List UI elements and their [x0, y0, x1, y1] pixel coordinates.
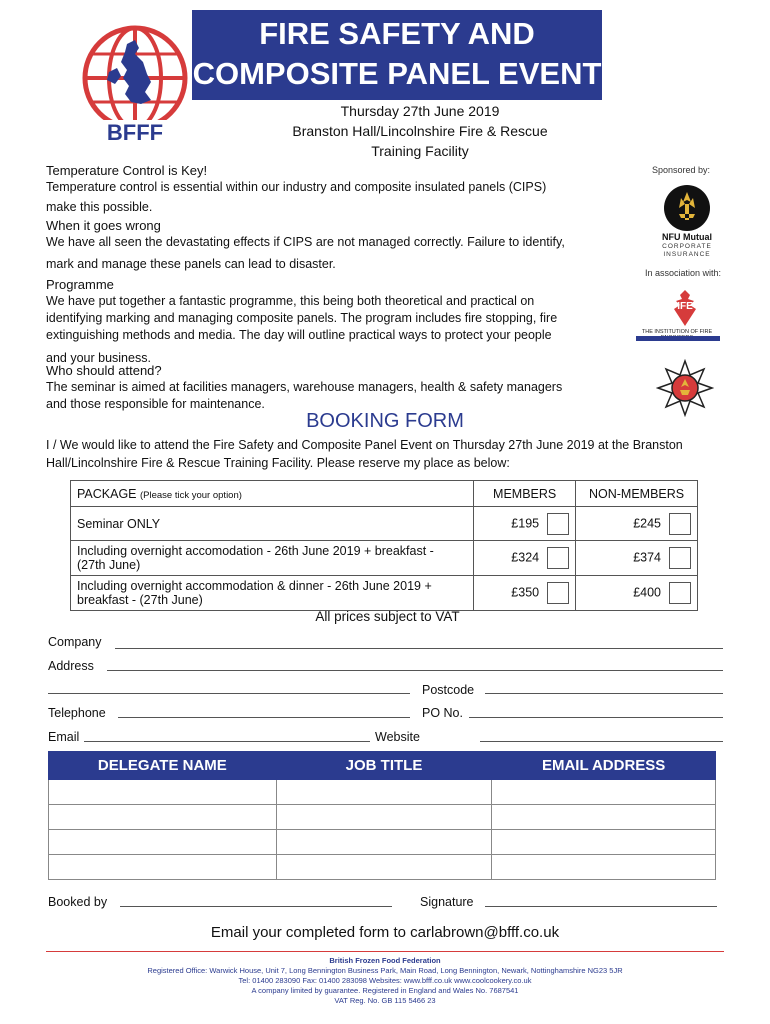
job-title-header: JOB TITLE	[276, 752, 492, 780]
section-text: The seminar is aimed at facilities managers, warehouse managers, health & safety managers	[46, 380, 563, 394]
ife-caption: THE INSTITUTION OF FIRE	[641, 329, 713, 335]
ife-logo	[668, 289, 702, 327]
nfu-mutual-logo	[663, 184, 711, 232]
email-address-cell[interactable]	[492, 830, 716, 855]
email-address-cell[interactable]	[492, 855, 716, 880]
footer-vat: VAT Reg. No. GB 115 5466 23	[334, 996, 436, 1005]
package-header-row	[71, 481, 698, 507]
footer-divider	[46, 951, 724, 952]
email-label: Email	[48, 730, 80, 744]
package-name	[71, 576, 474, 611]
job-title-cell[interactable]	[276, 830, 492, 855]
delegate-row	[49, 805, 716, 830]
nonmember-price-cell	[576, 541, 698, 576]
member-price-cell	[474, 507, 576, 541]
nonmember-price: £400	[633, 585, 661, 600]
booking-intro-line: Hall/Lincolnshire Fire & Rescue Training Facility. Please reserve my place as below:	[46, 456, 510, 470]
package-table	[70, 480, 698, 611]
member-price: £324	[511, 550, 540, 565]
title-line-1: FIRE SAFETY AND	[259, 16, 535, 51]
package-label: PACKAGE	[77, 486, 137, 501]
package-row	[71, 507, 698, 541]
job-title-cell[interactable]	[276, 805, 492, 830]
vat-note: All prices subject to VAT	[315, 609, 460, 624]
nonmember-price-cell	[576, 576, 698, 611]
delegate-header-row	[49, 752, 716, 780]
package-hint: (Please tick your option)	[140, 489, 242, 501]
delegate-row	[49, 830, 716, 855]
nonmember-tick-checkbox[interactable]	[669, 547, 691, 569]
footer-address: Registered Office: Warwick House, Unit 7, Long Bennington Business Park, Main Road, Long Bennington, Newark, Nottinghamshire NG23 5JR	[147, 966, 623, 975]
delegate-row	[49, 780, 716, 805]
member-tick-checkbox[interactable]	[547, 582, 569, 604]
delegate-name-header: DELEGATE NAME	[49, 752, 277, 780]
section-heading: Who should attend?	[46, 363, 162, 378]
package-name-line: Seminar ONLY	[77, 516, 161, 531]
event-venue-line1: Branston Hall/Lincolnshire Fire & Rescue	[292, 123, 548, 139]
nonmember-price-cell	[576, 507, 698, 541]
postcode-label: Postcode	[422, 683, 475, 697]
member-price: £195	[511, 515, 540, 530]
member-tick-checkbox[interactable]	[547, 513, 569, 535]
website-field[interactable]	[480, 741, 723, 742]
package-row	[71, 576, 698, 611]
association-label: In association with:	[645, 268, 722, 278]
section-text: extinguishing methods and media. The day will outline practical ways to protect your people	[46, 328, 552, 342]
title-line-2: COMPOSITE PANEL EVENT	[192, 56, 602, 91]
website-label: Website	[375, 730, 420, 744]
member-price-cell	[474, 576, 576, 611]
section-text: mark and manage these panels can lead to disaster.	[46, 257, 336, 271]
section-text: and your business.	[46, 351, 151, 365]
section-text: Temperature control is essential within our industry and composite insulated panels (CIPS)	[46, 180, 547, 194]
footer-contact: Tel: 01400 283090 Fax: 01400 283098 Websites: www.bfff.co.uk www.coolcookery.co.uk	[238, 976, 532, 985]
package-name	[71, 507, 474, 541]
ife-mark: IFE	[677, 301, 693, 312]
wheatsheaf-icon	[663, 184, 711, 232]
logo-text: BFFF	[106, 120, 164, 145]
booking-form-title: BOOKING FORM	[306, 410, 464, 432]
nfu-sub1: CORPORATE	[662, 243, 712, 250]
telephone-label: Telephone	[48, 706, 106, 720]
email-address-header: EMAIL ADDRESS	[492, 752, 716, 780]
section-attend	[46, 362, 606, 413]
event-venue-line2: Training Facility	[371, 143, 469, 159]
nonmember-tick-checkbox[interactable]	[669, 513, 691, 535]
section-text: and those responsible for maintenance.	[46, 397, 265, 411]
nfu-mutual-name: NFU Mutual	[662, 232, 712, 242]
address-field-line2[interactable]	[48, 693, 410, 694]
member-price-cell	[474, 541, 576, 576]
booking-intro	[46, 436, 736, 472]
section-text: make this possible.	[46, 200, 153, 214]
po-number-field[interactable]	[469, 717, 723, 718]
section-heading: When it goes wrong	[46, 218, 161, 233]
section-heading: Programme	[46, 277, 114, 292]
delegate-name-cell[interactable]	[49, 855, 277, 880]
package-name-line: breakfast - (27th June)	[77, 593, 203, 607]
job-title-cell[interactable]	[276, 780, 492, 805]
company-field[interactable]	[115, 648, 723, 649]
members-header: MEMBERS	[474, 481, 576, 507]
email-field[interactable]	[84, 741, 370, 742]
signature-label: Signature	[420, 895, 474, 909]
delegate-row	[49, 855, 716, 880]
section-text: We have all seen the devastating effects if CIPS are not managed correctly. Failure to identify,	[46, 235, 565, 249]
package-header	[71, 481, 474, 507]
footer-company: A company limited by guarantee. Registered in England and Wales No. 7687541	[251, 986, 519, 995]
package-name	[71, 541, 474, 576]
event-date: Thursday 27th June 2019	[340, 103, 500, 119]
package-row	[71, 541, 698, 576]
delegate-name-cell[interactable]	[49, 780, 277, 805]
member-tick-checkbox[interactable]	[547, 547, 569, 569]
booked-by-label: Booked by	[48, 895, 108, 909]
signature-field[interactable]	[485, 906, 717, 907]
section-text: identifying marking and managing composite panels. The program includes fire stopping, fire	[46, 311, 558, 325]
address-field[interactable]	[107, 670, 723, 671]
delegate-name-cell[interactable]	[49, 805, 277, 830]
delegate-name-cell[interactable]	[49, 830, 277, 855]
package-name-line: Including overnight accommodation & dinner - 26th June 2019 +	[77, 579, 432, 593]
booked-by-field[interactable]	[120, 906, 392, 907]
package-name-line: (27th June)	[77, 558, 141, 572]
postcode-field[interactable]	[485, 693, 723, 694]
nonmember-price: £374	[633, 550, 661, 565]
job-title-cell[interactable]	[276, 855, 492, 880]
section-programme	[46, 276, 606, 367]
footer-org: British Frozen Food Federation	[329, 956, 441, 965]
po-number-label: PO No.	[422, 706, 463, 720]
nonmembers-header: NON-MEMBERS	[576, 481, 698, 507]
nfu-sub2: INSURANCE	[663, 251, 711, 258]
fire-rescue-star-icon	[656, 359, 714, 417]
email-address-cell[interactable]	[492, 805, 716, 830]
delegate-table	[48, 751, 716, 880]
fire-rescue-crest	[656, 359, 714, 417]
email-instruction: Email your completed form to carlabrown@bfff.co.uk	[210, 924, 560, 941]
section-temperature	[46, 162, 606, 216]
email-address-cell[interactable]	[492, 780, 716, 805]
ife-band	[636, 336, 720, 341]
address-label: Address	[48, 659, 94, 673]
section-heading: Temperature Control is Key!	[46, 163, 208, 178]
nonmember-tick-checkbox[interactable]	[669, 582, 691, 604]
bfff-logo	[65, 22, 205, 150]
nonmember-price: £245	[633, 515, 661, 530]
booking-intro-line: I / We would like to attend the Fire Safety and Composite Panel Event on Thursday 27th June 2019 at the Branston	[46, 438, 683, 452]
sponsored-by-label: Sponsored by:	[652, 165, 711, 175]
title-banner	[192, 10, 602, 100]
section-goes-wrong	[46, 217, 606, 273]
telephone-field[interactable]	[118, 717, 410, 718]
section-text: We have put together a fantastic programme, this being both theoretical and practical on	[46, 294, 535, 308]
company-label: Company	[48, 635, 102, 649]
package-name-line: Including overnight accomodation - 26th June 2019 + breakfast -	[77, 544, 434, 558]
member-price: £350	[511, 585, 540, 600]
